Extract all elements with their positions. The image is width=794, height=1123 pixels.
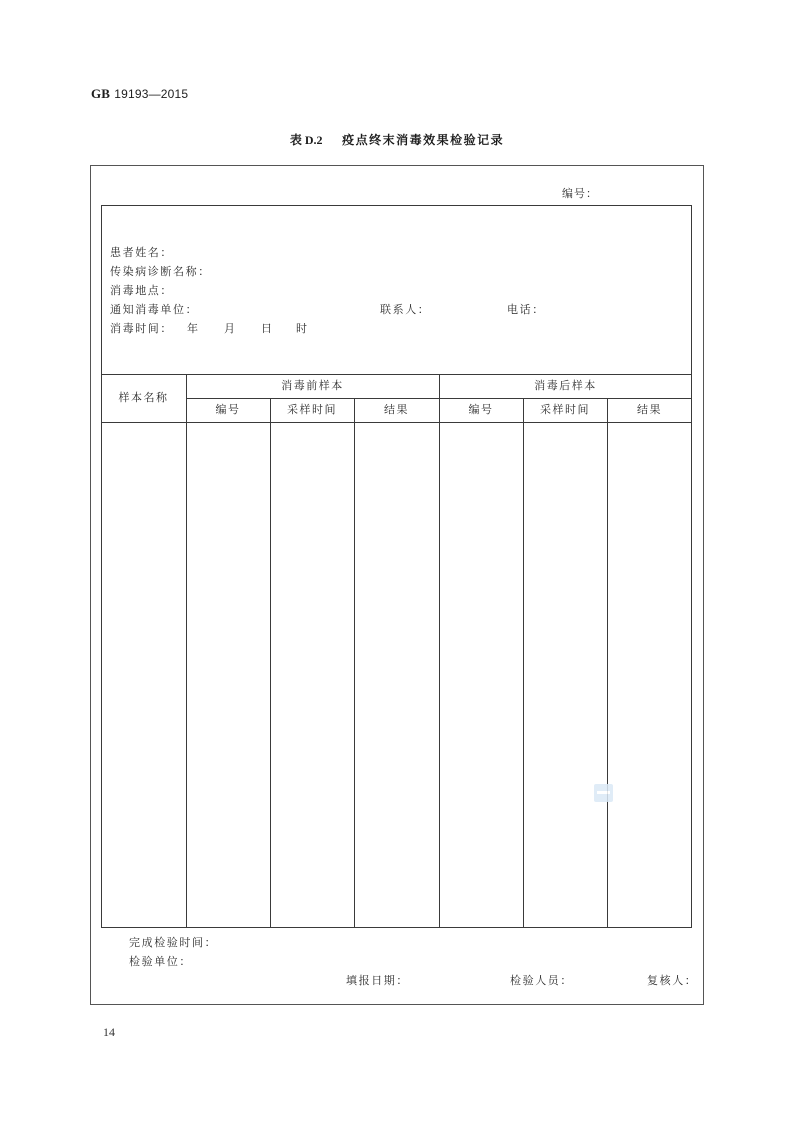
- column-divider: [523, 398, 524, 927]
- inspector-field: 检验人员：: [510, 974, 573, 987]
- header-before-number: 编号: [215, 403, 241, 416]
- hour-label: 时: [296, 322, 309, 335]
- header-after-sampling-time: 采样时间: [540, 403, 590, 416]
- month-label: 月: [224, 322, 237, 335]
- header-before-disinfection: 消毒前样本: [281, 379, 344, 392]
- table-title: [0, 131, 794, 148]
- table-name: 疫点终末消毒效果检验记录: [342, 133, 505, 147]
- header-sample-name: 样本名称: [118, 391, 169, 404]
- column-divider: [439, 374, 440, 927]
- year-label: 年: [187, 322, 200, 335]
- standard-number: 19193—2015: [114, 87, 189, 101]
- standard-prefix: GB: [91, 86, 111, 101]
- header-after-disinfection: 消毒后样本: [534, 379, 597, 392]
- column-divider: [186, 374, 187, 927]
- report-date-field: 填报日期：: [346, 974, 409, 987]
- notifying-unit-field: 通知消毒单位：: [110, 303, 199, 316]
- header-after-number: 编号: [468, 403, 494, 416]
- disinfection-time-field: 消毒时间：: [110, 322, 173, 335]
- standard-code: [91, 86, 188, 102]
- column-divider: [607, 398, 608, 927]
- header-bottom-line: [101, 422, 692, 423]
- location-field: 消毒地点：: [110, 284, 173, 297]
- serial-number-label: 编号：: [562, 187, 598, 200]
- header-top-line: [101, 374, 692, 375]
- diagnosis-field: 传染病诊断名称：: [110, 265, 211, 278]
- header-after-result: 结果: [637, 403, 662, 416]
- table-id: 表 D.2: [289, 133, 323, 147]
- completion-time-field: 完成检验时间：: [129, 936, 218, 949]
- page-number: 14: [103, 1025, 115, 1039]
- header-before-sampling-time: 采样时间: [287, 403, 337, 416]
- testing-unit-field: 检验单位：: [129, 955, 192, 968]
- phone-field: 电话：: [507, 303, 545, 316]
- contact-field: 联系人：: [380, 303, 431, 316]
- watermark-logo: [594, 784, 613, 802]
- reviewer-field: 复核人：: [647, 974, 698, 987]
- column-divider: [354, 398, 355, 927]
- header-before-result: 结果: [384, 403, 409, 416]
- day-label: 日: [261, 322, 274, 335]
- column-divider: [270, 398, 271, 927]
- patient-name-field: 患者姓名：: [110, 246, 173, 259]
